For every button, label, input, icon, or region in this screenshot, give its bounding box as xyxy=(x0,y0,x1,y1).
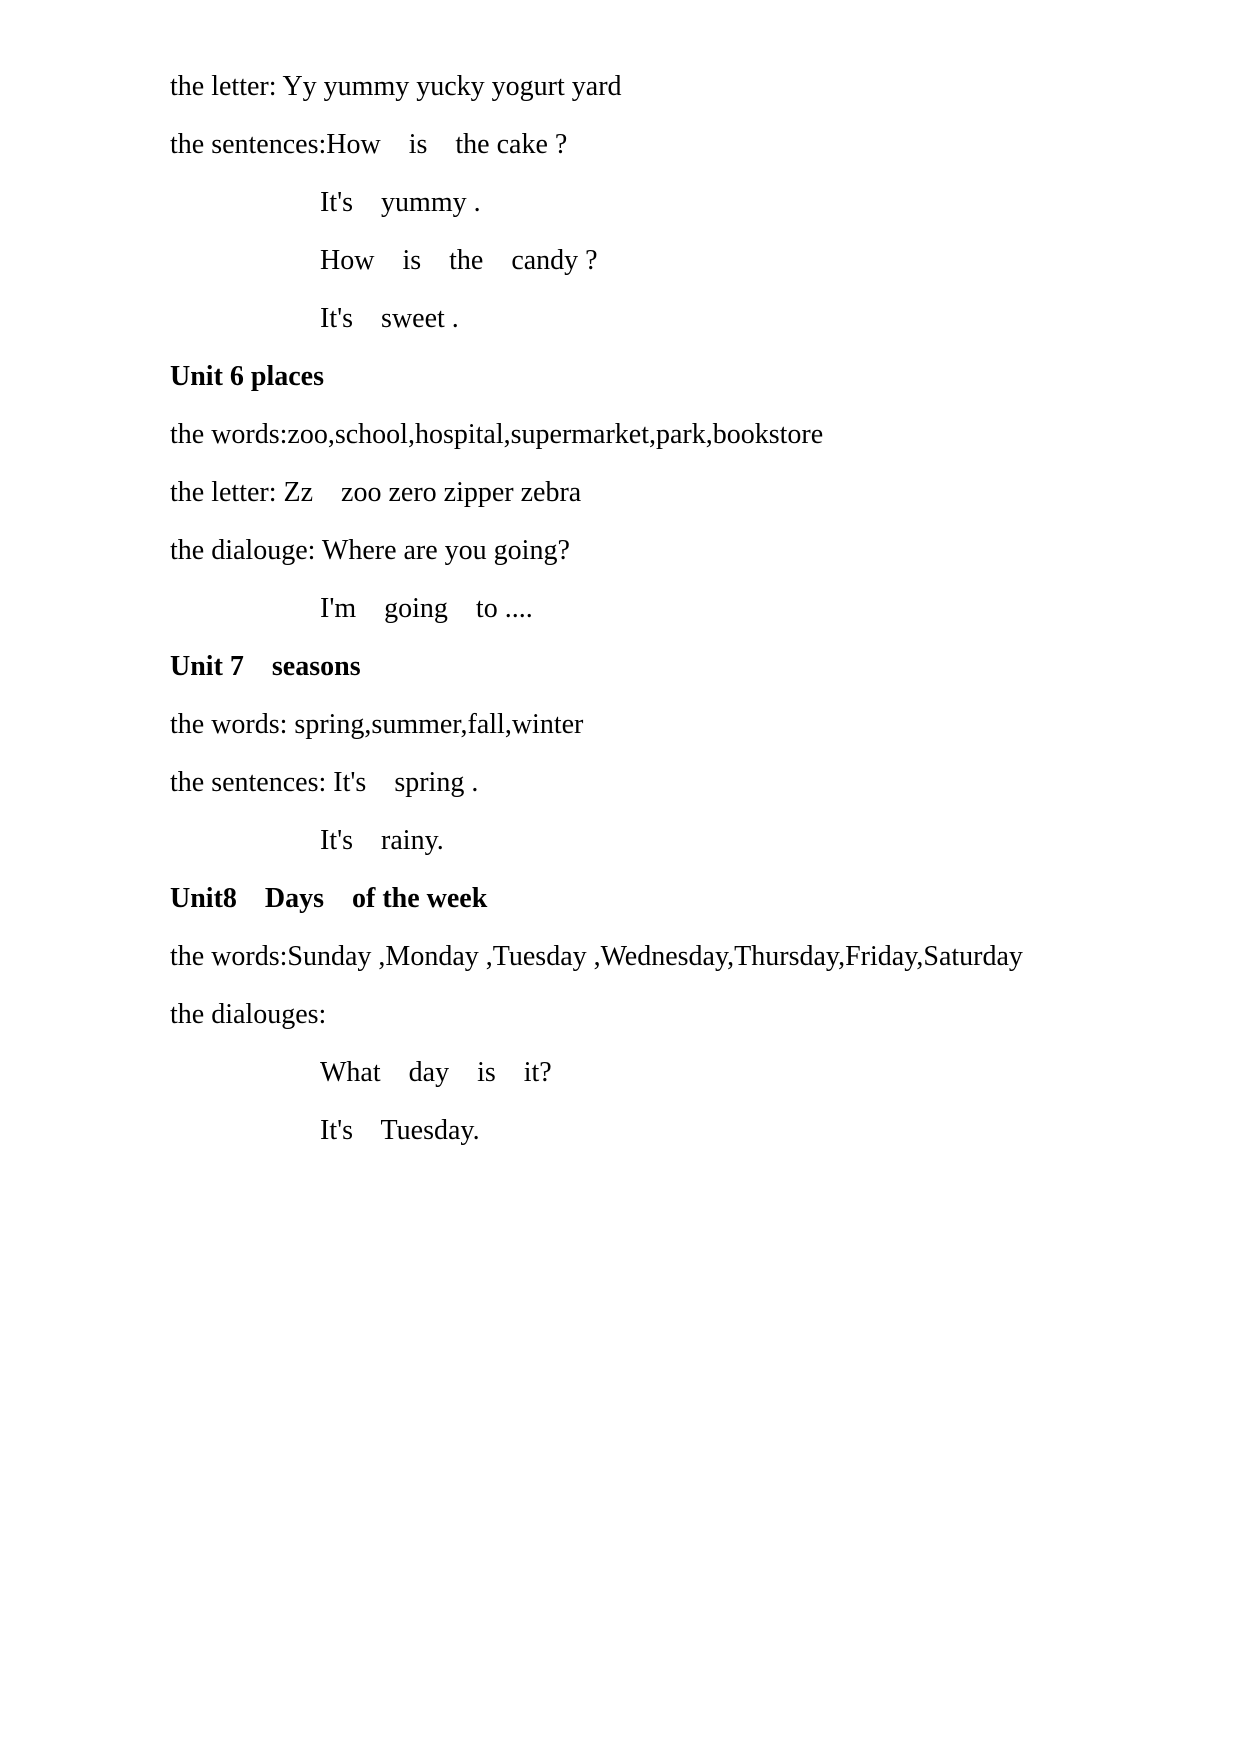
unit6-letter-zz: the letter: Zz zoo zero zipper zebra xyxy=(170,477,582,508)
unit8-words: the words:Sunday ,Monday ,Tuesday ,Wednesday,Thursday,Friday,Saturday xyxy=(170,941,1023,972)
line-its-sweet: It's sweet . xyxy=(320,303,459,334)
unit8-heading: Unit8 Days of the week xyxy=(170,883,488,914)
line-sentences-cake: the sentences:How is the cake ? xyxy=(170,129,568,160)
line-what-day: What day is it? xyxy=(320,1057,552,1088)
unit6-heading: Unit 6 places xyxy=(170,361,324,392)
unit7-sentences: the sentences: It's spring . xyxy=(170,767,479,798)
unit7-heading: Unit 7 seasons xyxy=(170,651,361,682)
unit6-words: the words:zoo,school,hospital,supermarket,park,bookstore xyxy=(170,419,824,450)
line-its-rainy: It's rainy. xyxy=(320,825,444,856)
line-its-yummy: It's yummy . xyxy=(320,187,481,218)
unit7-words: the words: spring,summer,fall,winter xyxy=(170,709,584,740)
unit8-dialogues-label: the dialouges: xyxy=(170,999,327,1030)
line-how-candy: How is the candy ? xyxy=(320,245,598,276)
line-im-going: I'm going to .... xyxy=(320,593,533,624)
line-letter-yy: the letter: Yy yummy yucky yogurt yard xyxy=(170,71,622,102)
line-its-tuesday: It's Tuesday. xyxy=(320,1115,480,1146)
unit6-dialogue: the dialouge: Where are you going? xyxy=(170,535,570,566)
